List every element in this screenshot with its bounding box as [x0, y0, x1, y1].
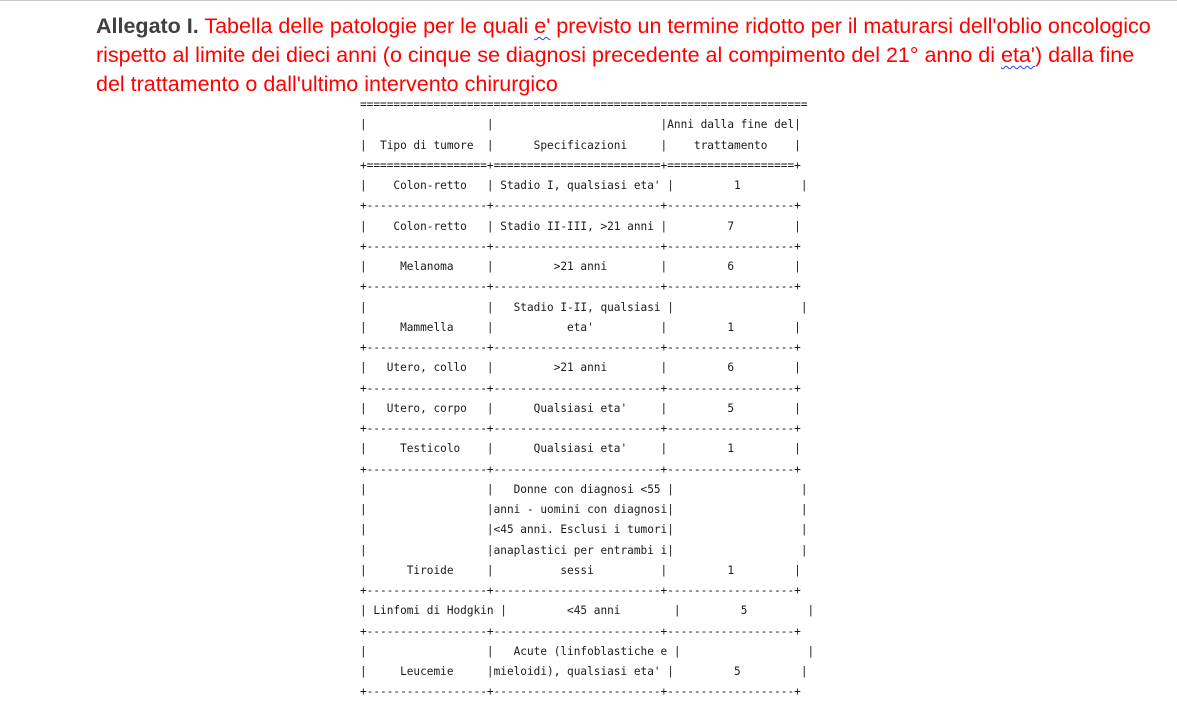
- heading-text-part2: previsto un termine ridotto per il maturarsi dell'oblio oncologico rispetto al limite dei dieci anni (o cinque se diagnosi precedente al compimento del 21° anno di: [96, 14, 1151, 67]
- spellcheck-flag-e[interactable]: e': [534, 14, 551, 38]
- top-divider: [0, 0, 1177, 1]
- heading-lead: Allegato I.: [96, 14, 199, 38]
- heading-text-part3: ) dalla fine del trattamento o dall'ultimo intervento chirurgico: [96, 43, 1135, 96]
- pathology-table: =================================================================== | | |Anni dalla fine del| | Tipo di tumore | Specificazioni | trattamento | +==================+=========================+===================+ | Colon-retto | Stadio I, qualsiasi eta' | 1 | +------------------+-------------------------+-------------------+ | Colon-retto | Stadio II-III, >21 anni | 7 | +------------------+-------------------------+-------------------+ | Melanoma | >21 anni | 6 | +------------------+-------------------------+-------------------+ | | Stadio I-II, qualsiasi | | | Mammella | eta' | 1 | +------------------+-------------------------+-------------------+ | Utero, collo | >21 anni | 6 | +------------------+-------------------------+-------------------+ | Utero, corpo | Qualsiasi eta' | 5 | +------------------+-------------------------+-------------------+ | Testicolo | Qualsiasi eta' | 1 | +------------------+-------------------------+-------------------+ | | Donne con diagnosi <55 | | | |anni - uomini con diagnosi| | | |<45 anni. Esclusi i tumori| | | |anaplastici per entrambi i| | | Tiroide | sessi | 1 | +------------------+-------------------------+-------------------+ | Linfomi di Hodgkin | <45 anni | 5 | +------------------+-------------------------+-------------------+ | | Acute (linfoblastiche e | | | Leucemie |mieloidi), qualsiasi eta' | 5 | +------------------+-------------------------+-------------------+: [360, 98, 815, 699]
- document-heading: [96, 12, 1156, 99]
- spellcheck-flag-eta[interactable]: eta': [1000, 43, 1035, 67]
- heading-text-part1: Tabella delle patologie per le quali: [204, 14, 535, 38]
